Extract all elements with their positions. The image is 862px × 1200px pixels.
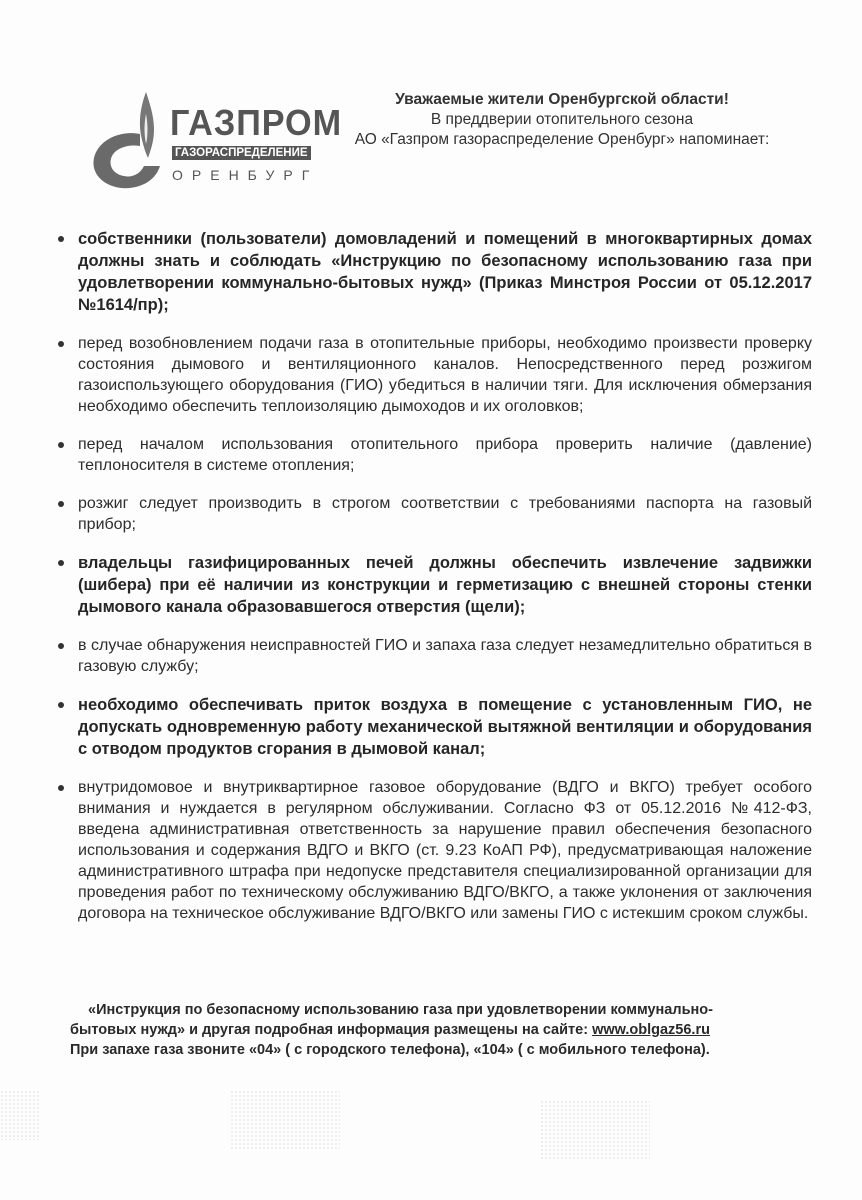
list-item bbox=[52, 635, 812, 677]
list-item-text: собственники (пользователи) домовладений и помещений в многоквартирных домах должны знать и соблюдать «Инструкцию по безопасному использованию газа при удовлетворении коммунально-бытовых нужд» (Приказ Минстроя России от 05.12.2017 №1614/пр); bbox=[78, 230, 812, 314]
reminder-list bbox=[52, 228, 812, 941]
bullet-icon bbox=[58, 643, 64, 649]
footer-line-3: При запахе газа звоните «04» ( с городского телефона), «104» ( с мобильного телефона). bbox=[70, 1042, 710, 1058]
bullet-icon bbox=[58, 341, 64, 347]
footer-line-2-text: бытовых нужд» и другая подробная информация размещены на сайте: bbox=[70, 1022, 593, 1038]
list-item-text: перед началом использования отопительного прибора проверить наличие (давление) теплоносителя в системе отопления; bbox=[78, 436, 812, 474]
list-item bbox=[52, 552, 812, 618]
list-item bbox=[52, 228, 812, 316]
bullet-icon bbox=[58, 236, 64, 242]
bullet-icon bbox=[58, 442, 64, 448]
list-item bbox=[52, 694, 812, 760]
bullet-icon bbox=[58, 785, 64, 791]
website-link[interactable]: www.oblgaz56.ru bbox=[592, 1022, 710, 1038]
bullet-icon bbox=[58, 702, 64, 708]
greeting: Уважаемые жители Оренбургской области! bbox=[395, 91, 729, 108]
list-item bbox=[52, 493, 812, 535]
logo-city: ОРЕНБУРГ bbox=[172, 167, 319, 183]
gazprom-logo bbox=[84, 74, 343, 194]
list-item-text: владельцы газифицированных печей должны обеспечить извлечение задвижки (шибера) при её наличии из конструкции и герметизацию с внешней стороны стенки дымового канала образовавшегося отверстия (щели); bbox=[78, 554, 812, 616]
list-item bbox=[52, 434, 812, 476]
bullet-icon bbox=[58, 501, 64, 507]
footer-line-1: «Инструкция по безопасному использованию газа при удовлетворении коммунально- bbox=[88, 1002, 713, 1018]
footer bbox=[70, 1000, 790, 1060]
list-item-text: внутридомовое и внутриквартирное газовое оборудование (ВДГО и ВКГО) требует особого внимания и нуждается в регулярном обслуживании. Согласно ФЗ от 05.12.2016 №412-ФЗ, введена административная ответственность за нарушение правил обеспечения безопасного использования и содержания ВДГО и ВКГО (ст. 9.23 КоАП РФ), предусматривающая наложение административного штрафа при недопуске представителя специализированной организации для проведения работ по техническому обслуживанию ВДГО/ВКГО, а также уклонения от заключения договора на техническое обслуживание ВДГО/ВКГО или замены ГИО с истекшим сроком службы. bbox=[78, 779, 812, 922]
list-item bbox=[52, 777, 812, 924]
list-item-text: перед возобновлением подачи газа в отопительные приборы, необходимо произвести проверку состояния дымового и вентиляционного каналов. Непосредственного перед розжигом газоиспользующего оборудования (ГИО) убедиться в наличии тяги. Для исключения обмерзания необходимо обеспечить теплоизоляцию дымоходов и их оголовков; bbox=[78, 335, 812, 415]
bullet-icon bbox=[58, 560, 64, 566]
list-item bbox=[52, 333, 812, 417]
scan-noise bbox=[230, 1090, 340, 1150]
scan-noise bbox=[540, 1100, 650, 1160]
list-item-text: розжиг следует производить в строгом соответствии с требованиями паспорта на газовый прибор; bbox=[78, 495, 812, 533]
logo-brand: ГАЗПРОМ bbox=[170, 102, 343, 143]
list-item-text: необходимо обеспечивать приток воздуха в помещение с установленным ГИО, не допускать одновременную работу механической вытяжной вентиляции и оборудования с отводом продуктов сгорания в дымовой канал; bbox=[78, 696, 812, 758]
scan-noise bbox=[0, 1090, 40, 1140]
header-line-2: В преддверии отопительного сезона bbox=[430, 111, 694, 128]
list-item-text: в случае обнаружения неисправностей ГИО и запаха газа следует незамедлительно обратиться в газовую службу; bbox=[78, 637, 812, 675]
header bbox=[312, 90, 812, 150]
logo-subtitle: ГАЗОРАСПРЕДЕЛЕНИЕ bbox=[172, 146, 311, 160]
header-line-3: АО «Газпром газораспределение Оренбург» напоминает: bbox=[354, 131, 770, 148]
footer-line-2 bbox=[70, 1020, 790, 1040]
